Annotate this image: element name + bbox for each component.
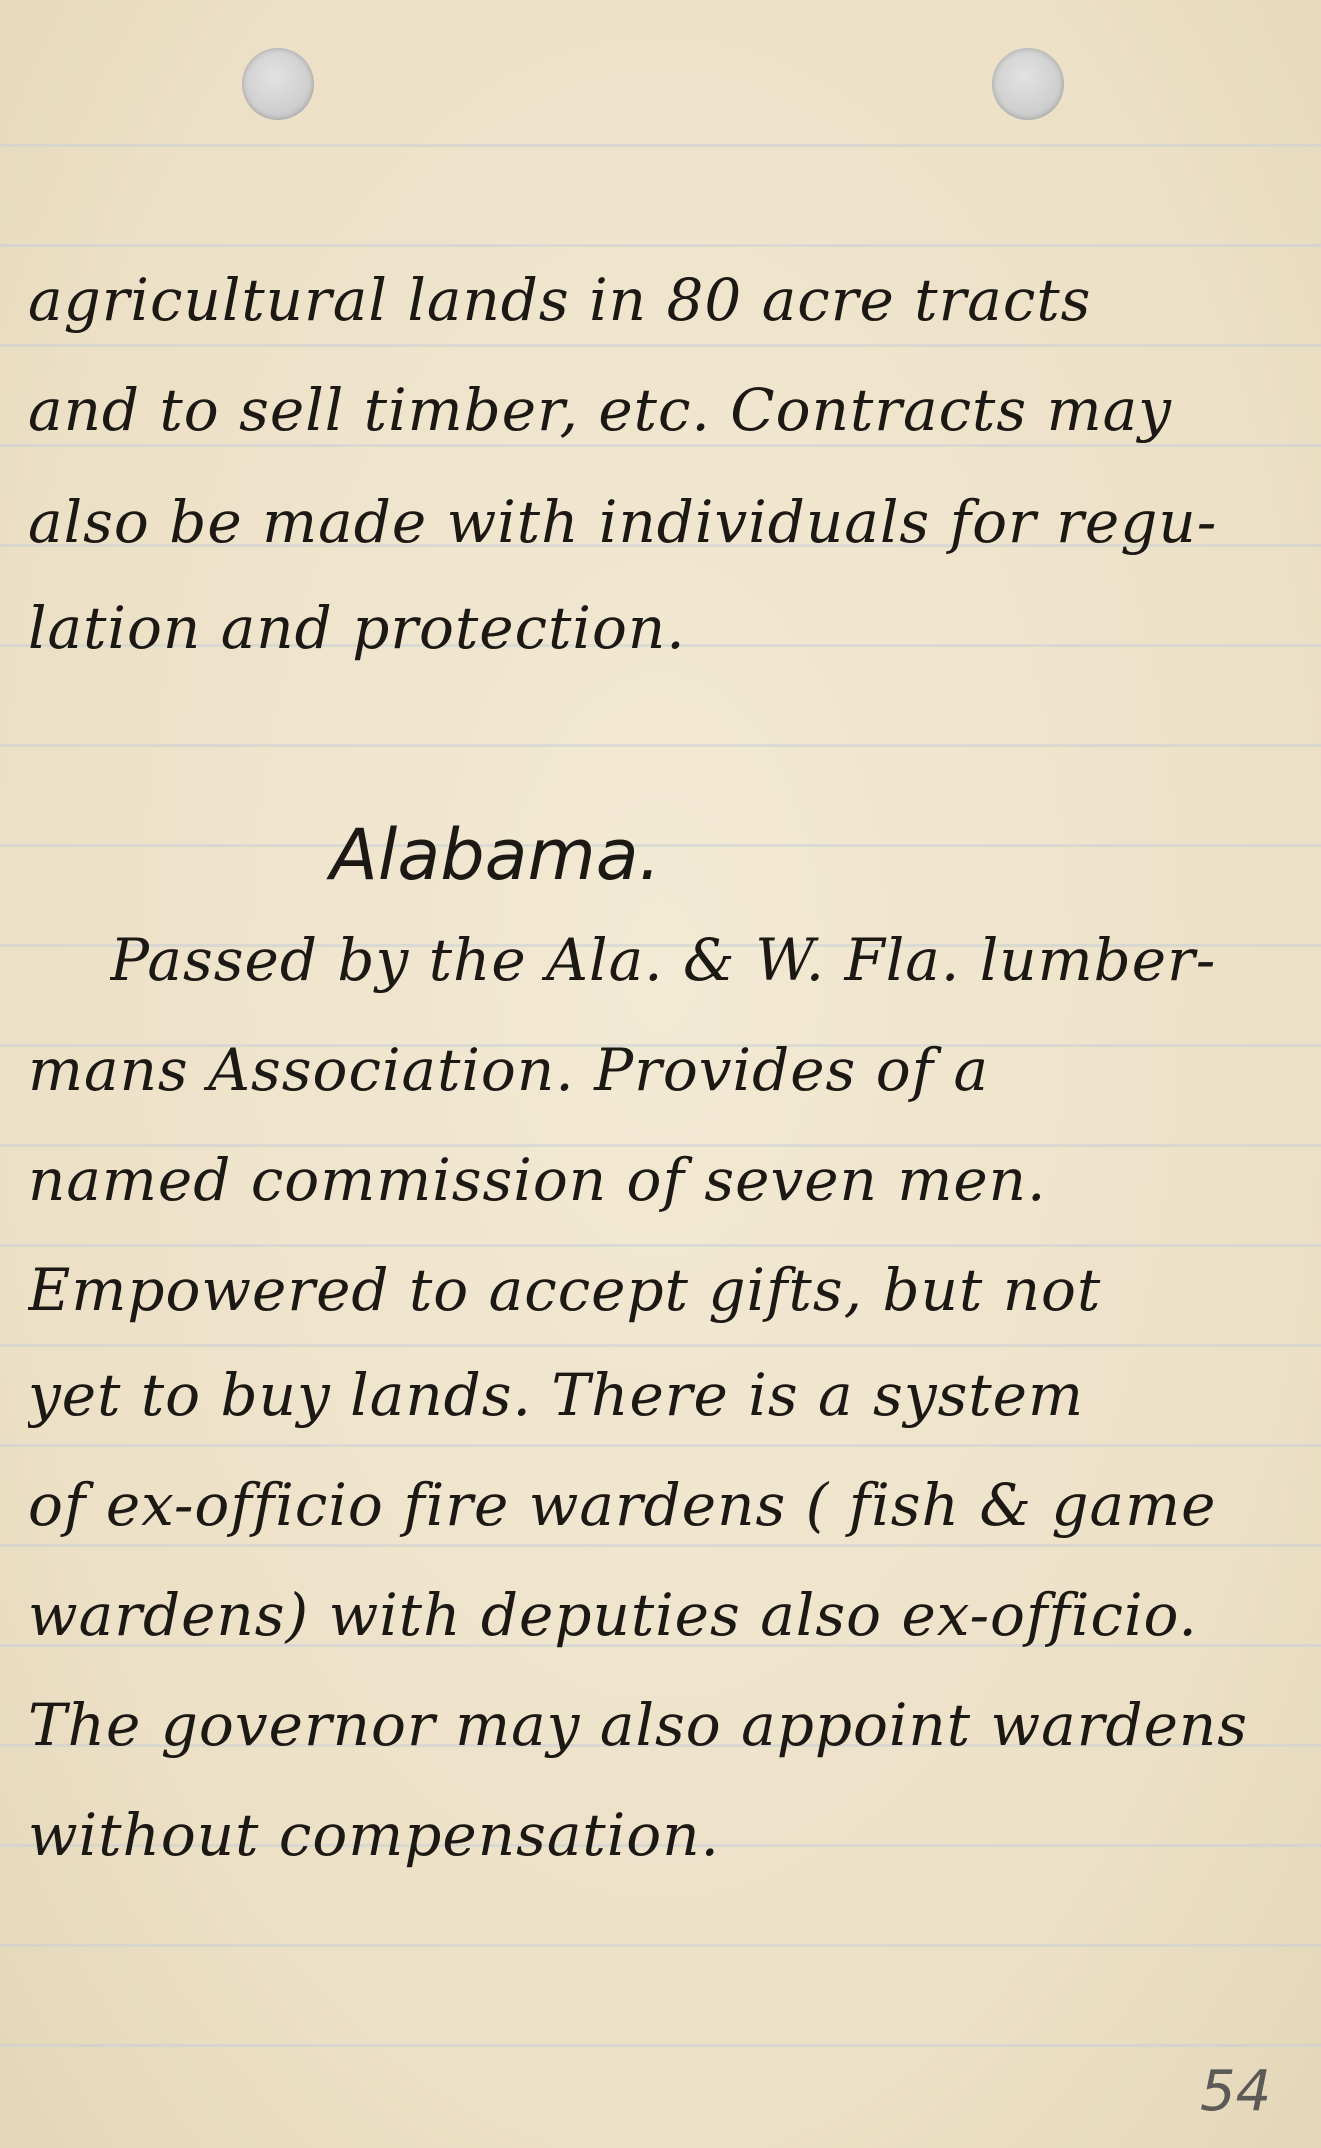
page-number: 54 — [1200, 2059, 1272, 2124]
ruled-line — [0, 244, 1321, 247]
ruled-line — [0, 144, 1321, 147]
punch-hole-left — [242, 48, 314, 120]
text-line: The governor may also appoint wardens — [28, 1691, 1249, 1759]
text-line: lation and protection. — [28, 594, 686, 662]
text-line: named commission of seven men. — [28, 1146, 1047, 1214]
text-line: Empowered to accept gifts, but not — [28, 1256, 1102, 1324]
text-line: agricultural lands in 80 acre tracts — [28, 266, 1092, 334]
punch-hole-right — [992, 48, 1064, 120]
text-line: Passed by the Ala. & W. Fla. lumber- — [110, 926, 1217, 994]
text-line: without compensation. — [28, 1801, 720, 1869]
ruled-line — [0, 744, 1321, 747]
text-line: and to sell timber, etc. Contracts may — [28, 376, 1172, 444]
text-line: of ex-officio fire wardens ( fish & game — [28, 1471, 1217, 1539]
text-line: wardens) with deputies also ex-officio. — [28, 1581, 1198, 1649]
ruled-line — [0, 1944, 1321, 1947]
ruled-line — [0, 2044, 1321, 2047]
text-line: mans Association. Provides of a — [28, 1036, 990, 1104]
text-line: yet to buy lands. There is a system — [28, 1361, 1084, 1429]
text-line: also be made with individuals for regu- — [28, 488, 1218, 556]
section-heading: Alabama. — [330, 814, 661, 896]
